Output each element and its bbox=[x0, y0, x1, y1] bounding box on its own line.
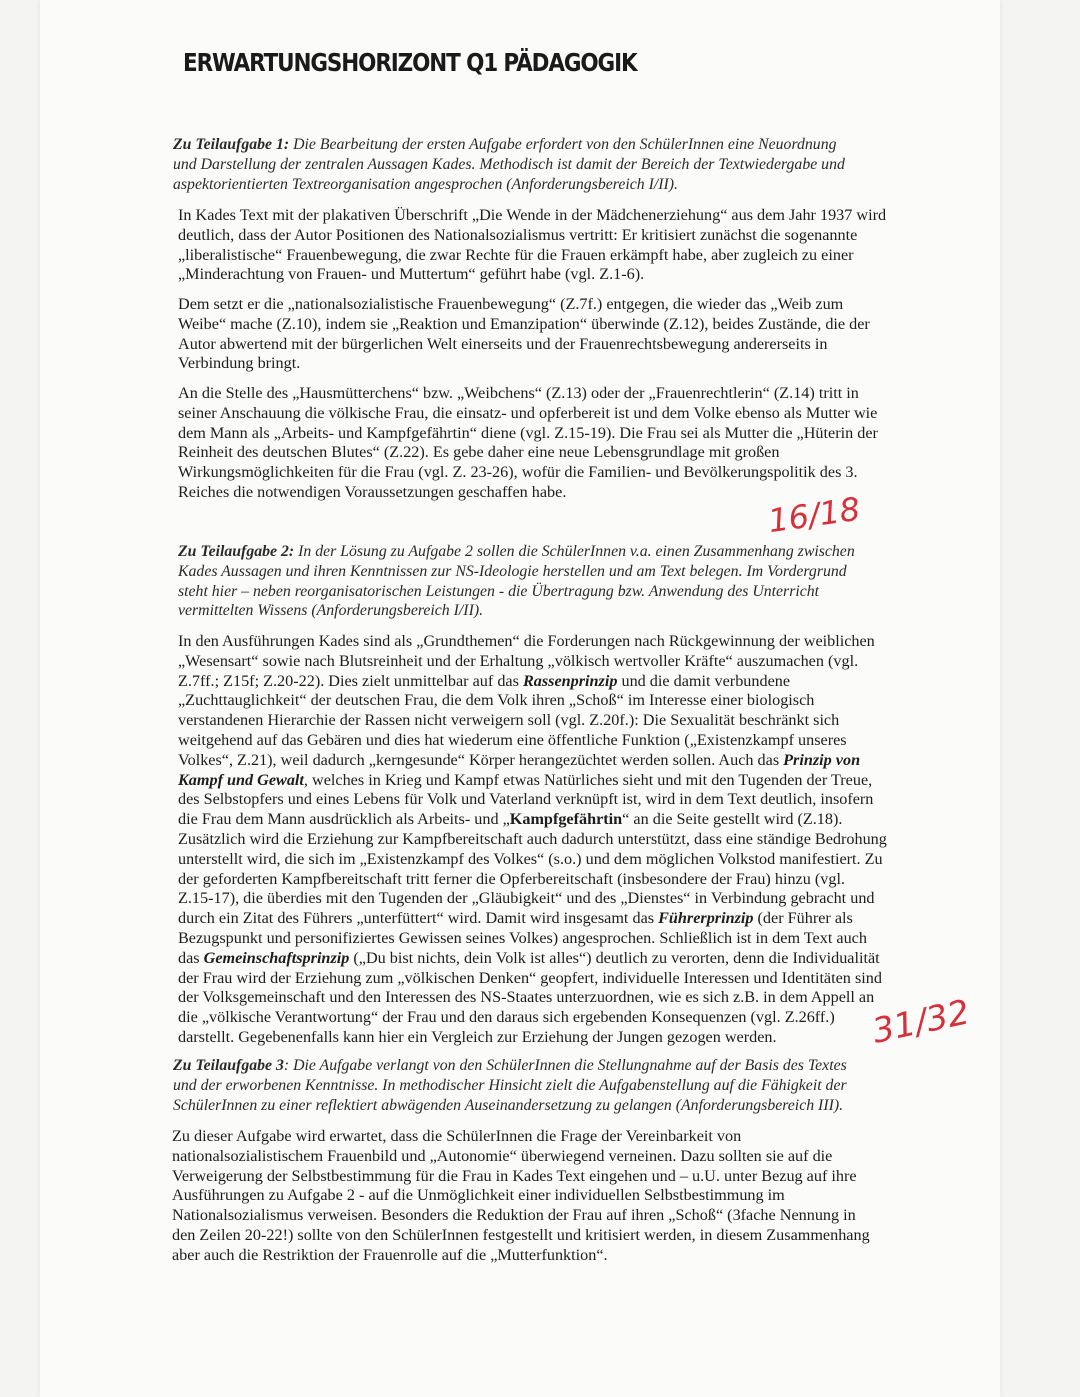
text-segment: die „völkische Verantwortung“ der Frau und den daraus sich ergebenden Konsequenzen (vgl. Z.26ff.) bbox=[178, 1008, 835, 1027]
grade-teil1: 16/18 bbox=[765, 489, 863, 541]
text-segment: Autor abwertend mit der bürgerlichen Welt einerseits und der Frauenrechtsbewegung andererseits in bbox=[178, 334, 828, 353]
text-segment: dem Mann als „Arbeits- und Kampfgefährtin“ diene (vgl. Z.15-19). Die Frau sei als Mutter die „Hüterin der bbox=[178, 423, 878, 442]
text-line bbox=[178, 771, 887, 791]
text-line bbox=[178, 206, 886, 226]
text-segment: steht hier – neben reorganisatorischen Leistungen - die Übertragung bzw. Anwendung des Unterricht bbox=[178, 582, 820, 600]
teil2-paragraph-1 bbox=[178, 632, 887, 1048]
text-line bbox=[178, 929, 887, 949]
text-line bbox=[178, 751, 887, 771]
text-segment: In der Lösung zu Aufgabe 2 sollen die SchülerInnen v.a. einen Zusammenhang zwischen bbox=[294, 543, 855, 560]
text-segment: Zusätzlich wird die Erziehung zur Kampfbereitschaft auch dadurch unterstützt, dass eine ständige Bedrohung bbox=[178, 829, 887, 848]
grade-teil2: 31/32 bbox=[868, 992, 974, 1052]
text-line bbox=[178, 443, 878, 463]
text-segment: „liberalistische“ Frauenbewegung, die zwar Rechte für die Frauen erkämpft habe, aber zugleich zu einer bbox=[178, 245, 854, 264]
text-line bbox=[178, 909, 887, 929]
text-segment: („Du bist nichts, dein Volk ist alles“) deutlich zu verorten, denn die Individualität bbox=[349, 948, 880, 967]
text-line bbox=[178, 889, 887, 909]
text-segment: aber auch die Restriktion der Frauenrolle auf die „Mutterfunktion“. bbox=[172, 1245, 608, 1264]
emphasized-text: Zu Teilaufgabe 1: bbox=[173, 136, 290, 153]
text-line bbox=[178, 265, 886, 285]
text-line bbox=[172, 1186, 870, 1206]
emphasized-text: Führerprinzip bbox=[658, 909, 754, 928]
text-line bbox=[178, 582, 855, 602]
text-segment: nationalsozialistischem Frauenbild und „Autonomie“ überwiegend verneinen. Dazu sollten sie auf die bbox=[172, 1146, 833, 1165]
text-segment: die Frau dem Mann ausdrücklich als Arbeits- und „ bbox=[178, 810, 510, 829]
emphasized-text: Kampf und Gewalt bbox=[178, 770, 304, 789]
text-segment: der geforderten Kampfbereitschaft tritt ferner die Opferbereitschaft (insbesondere der Frau) hinzu (vgl. bbox=[178, 869, 845, 888]
text-segment: der Frau wird der Erziehung zum „völkischen Denken“ geopfert, individuelle Interessen und Identitäten sind bbox=[178, 968, 882, 987]
teil1-paragraph-3 bbox=[178, 384, 878, 503]
text-segment: In Kades Text mit der plakativen Überschrift „Die Wende in der Mädchenerziehung“ aus dem Jahr 1937 wird bbox=[178, 206, 887, 224]
text-line bbox=[178, 483, 878, 503]
text-segment: unterstellt wird, die sich im „Existenzkampf des Volkes“ (s.o.) und dem möglichen Volkstod manifestiert. Zu bbox=[178, 849, 883, 868]
text-line bbox=[178, 632, 887, 652]
text-segment: Verbindung bringt. bbox=[178, 354, 301, 373]
text-line bbox=[178, 731, 887, 751]
teil1-intro bbox=[173, 135, 845, 194]
text-segment: „Zuchttauglichkeit“ der deutschen Frau, die dem Volk ihren „Schoß“ im Interesse einer biologisch bbox=[178, 691, 815, 710]
text-segment: das bbox=[178, 948, 204, 967]
text-line bbox=[173, 1096, 847, 1116]
text-segment: “ an die Seite gestellt wird (Z.18). bbox=[622, 810, 843, 829]
text-line bbox=[178, 850, 887, 870]
text-segment: und die damit verbundene bbox=[617, 671, 791, 690]
text-segment: Kades Aussagen und ihren Kenntnissen zur NS-Ideologie herstellen und am Text belegen. Im Vordergrund bbox=[178, 562, 847, 580]
text-line bbox=[178, 246, 886, 266]
text-line bbox=[178, 601, 855, 621]
text-segment: Z.15-17), die überdies mit den Tugenden der „Gläubigkeit“ und des „Dienstes“ in Verbindung gebracht und bbox=[178, 889, 875, 908]
text-segment: verstandenen Hierarchie der Rassen nicht verweigern soll (vgl. Z.20f.): Die Sexualität beschränkt sich bbox=[178, 711, 840, 730]
text-line bbox=[173, 155, 845, 175]
text-segment: Z.7ff.; Z15f; Z.20-22). Dies zielt unmittelbar auf das bbox=[178, 671, 523, 690]
teil3-paragraph-1 bbox=[172, 1127, 870, 1266]
text-line bbox=[173, 135, 845, 155]
text-segment: Ausführungen zu Aufgabe 2 - auf die Unmöglichkeit einer individuellen Selbstbestimmung im bbox=[172, 1186, 785, 1205]
text-segment: Volkes“, Z.21), weil dadurch „kerngesunde“ Körper herangezüchtet werden sollen. Auch das bbox=[178, 750, 784, 769]
text-segment: „Wesensart“ sowie nach Blutsreinheit und der Erhaltung „völkisch wertvoller Kräfte“ auszumachen (vgl. bbox=[178, 651, 859, 670]
teil2-intro bbox=[178, 542, 855, 621]
text-line bbox=[178, 652, 887, 672]
text-segment: aspektorientierten Textreorganisation angesprochen (Anforderungsbereich I/II). bbox=[173, 175, 678, 193]
text-line bbox=[178, 404, 878, 424]
text-line bbox=[178, 830, 887, 850]
text-segment: (der Führer als bbox=[753, 909, 853, 928]
text-line bbox=[178, 1008, 887, 1028]
text-line bbox=[178, 691, 887, 711]
teil1-paragraph-2 bbox=[178, 295, 870, 374]
emphasized-text: Rassenprinzip bbox=[522, 671, 618, 690]
text-line bbox=[178, 870, 887, 890]
text-line bbox=[178, 384, 878, 404]
text-line bbox=[178, 463, 878, 483]
text-line bbox=[178, 226, 886, 246]
text-segment: , welches in Krieg und Kampf etwas Natürliches sieht und mit den Tugenden der Treue, bbox=[303, 770, 873, 789]
text-line bbox=[172, 1147, 870, 1167]
text-segment: den Zeilen 20-22!) sollte von den SchülerInnen festgestellt und kritisiert werden, in diesem Zusammenhang bbox=[172, 1225, 870, 1244]
text-line bbox=[173, 1076, 847, 1096]
emphasized-text: Zu Teilaufgabe 2: bbox=[178, 543, 295, 560]
text-line bbox=[178, 810, 887, 830]
emphasized-text: Kampfgefährtin bbox=[509, 810, 623, 829]
text-line bbox=[173, 175, 845, 195]
text-segment: darstellt. Gegebenenfalls kann hier ein Vergleich zur Erziehung der Jungen gezogen werden. bbox=[178, 1027, 777, 1046]
text-segment: und der erworbenen Kenntnisse. In methodischer Hinsicht zielt die Aufgabenstellung auf die Fähigkeit der bbox=[173, 1076, 847, 1094]
text-segment: In den Ausführungen Kades sind als „Grundthemen“ die Forderungen nach Rückgewinnung der weiblichen bbox=[178, 632, 875, 650]
text-line bbox=[178, 711, 887, 731]
text-segment: weitgehend auf das Gebären und dies hat wiederum eine öffentliche Funktion („Existenzkampf unseres bbox=[178, 730, 847, 749]
text-segment: Dem setzt er die „nationalsozialistische Frauenbewegung“ (Z.7f.) entgegen, die wieder das „Weib zum bbox=[178, 295, 844, 313]
emphasized-text: Prinzip von bbox=[783, 750, 861, 769]
text-segment: vermittelten Wissens (Anforderungsbereich I/II). bbox=[178, 602, 484, 620]
text-segment: : Die Aufgabe verlangt von den SchülerInnen die Stellungnahme auf der Basis des Textes bbox=[283, 1057, 847, 1074]
text-segment: Wirkungsmöglichkeiten für die Frau (vgl. Z. 23-26), wofür die Familien- und Bevölkerungspolitik des 3. bbox=[178, 463, 858, 482]
text-line bbox=[178, 424, 878, 444]
text-line bbox=[178, 335, 870, 355]
text-line bbox=[178, 672, 887, 692]
emphasized-text: Zu Teilaufgabe 3 bbox=[173, 1057, 284, 1074]
text-segment: und Darstellung der zentralen Aussagen Kades. Methodisch ist damit der Bereich der Textwiedergabe und bbox=[173, 155, 845, 173]
text-line bbox=[172, 1206, 870, 1226]
text-line bbox=[178, 790, 887, 810]
text-segment: der Volksgemeinschaft und den Interessen des NS-Staates unterzuordnen, wie es sich z.B. in dem Appell an bbox=[178, 988, 875, 1007]
text-segment: „Minderachtung von Frauen- und Muttertum“ geführt habe (vgl. Z.1-6). bbox=[178, 265, 645, 284]
text-segment: deutlich, dass der Autor Positionen des Nationalsozialismus vertritt: Er kritisiert zunächst die sogenannte bbox=[178, 225, 858, 244]
emphasized-text: Gemeinschaftsprinzip bbox=[203, 948, 350, 967]
text-segment: seiner Anschauung die völkische Frau, die einsatz- und opferbereit ist und dem Volke ebenso als Mutter wie bbox=[178, 403, 878, 422]
text-line bbox=[172, 1246, 870, 1266]
text-segment: SchülerInnen zu einer reflektiert abwägenden Auseinandersetzung zu gelangen (Anforderungsbereich III). bbox=[173, 1096, 844, 1114]
text-segment: Zu dieser Aufgabe wird erwartet, dass die SchülerInnen die Frage der Vereinbarkeit von bbox=[172, 1127, 742, 1145]
text-segment: Weibe“ mache (Z.10), indem sie „Reaktion und Emanzipation“ überwinde (Z.12), beides Zustände, die der bbox=[178, 314, 870, 333]
text-line bbox=[173, 1056, 847, 1076]
text-line bbox=[178, 315, 870, 335]
text-segment: Die Bearbeitung der ersten Aufgabe erfordert von den SchülerInnen eine Neuordnung bbox=[289, 136, 837, 153]
text-line bbox=[172, 1226, 870, 1246]
text-line bbox=[172, 1127, 870, 1147]
text-segment: Bezugspunkt und personifiziertes Gewissen seines Volkes) angesprochen. Schließlich ist in dem Text auch bbox=[178, 928, 867, 947]
text-line bbox=[178, 949, 887, 969]
text-segment: Reiches die notwendigen Voraussetzungen geschaffen habe. bbox=[178, 482, 567, 501]
page-title: ERWARTUNGSHORIZONT Q1 PÄDAGOGIK bbox=[183, 48, 637, 77]
text-line bbox=[178, 1028, 887, 1048]
text-segment: Verweigerung der Selbstbestimmung für die Frau in Kades Text eingehen und – u.U. unter Bezug auf ihre bbox=[172, 1166, 857, 1185]
text-line bbox=[178, 969, 887, 989]
text-line bbox=[178, 295, 870, 315]
teil1-paragraph-1 bbox=[178, 206, 886, 285]
text-line bbox=[172, 1167, 870, 1187]
teil3-intro bbox=[173, 1056, 847, 1115]
text-segment: des Selbstopfers und eines Lebens für Volk und Vaterland verknüpft ist, wird in dem Text deutlich, insofern bbox=[178, 790, 874, 809]
text-segment: durch ein Zitat des Führers „unterfüttert“ wird. Damit wird insgesamt das bbox=[178, 909, 659, 928]
text-segment: Nationalsozialismus verweisen. Besonders die Reduktion der Frau auf ihren „Schoß“ (3fache Nennung in bbox=[172, 1206, 856, 1225]
text-segment: An die Stelle des „Hausmütterchens“ bzw. „Weibchens“ (Z.13) oder der „Frauenrechtlerin“ (Z.14) tritt in bbox=[178, 384, 859, 402]
text-segment: Reinheit des deutschen Blutes“ (Z.22). Es gebe daher eine neue Lebensgrundlage mit großen bbox=[178, 443, 780, 462]
text-line bbox=[178, 988, 887, 1008]
text-line bbox=[178, 354, 870, 374]
text-line bbox=[178, 542, 855, 562]
text-line bbox=[178, 562, 855, 582]
